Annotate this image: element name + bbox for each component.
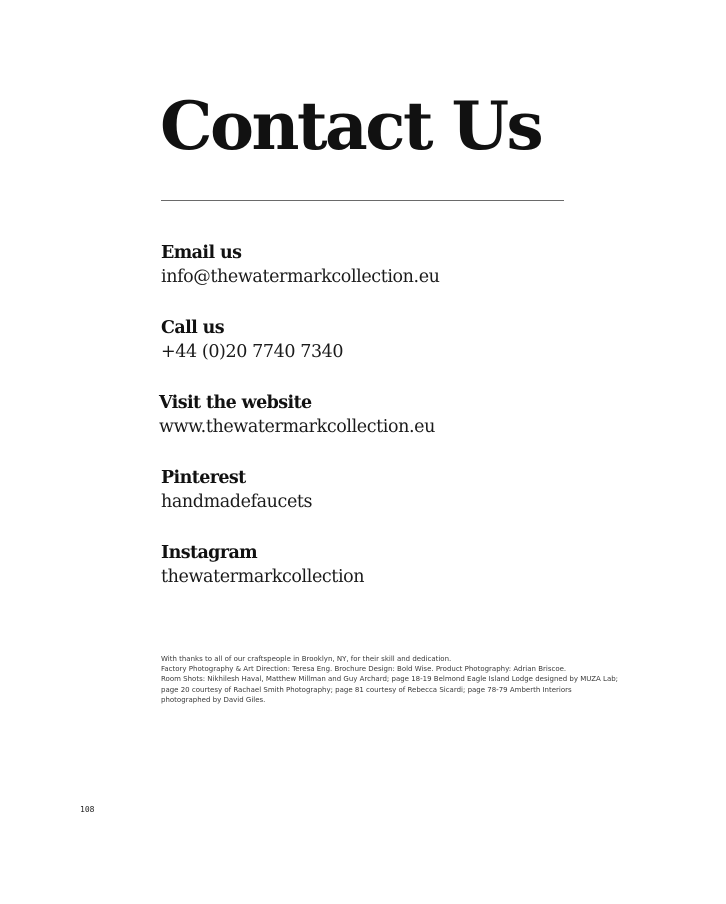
credits-room-shots: Room Shots: Nikhilesh Haval, Matthew Millman and Guy Archard; page 18-19 Belmond Eagle Island Lodge designed by MUZA Lab; page 20 courtesy of Rachael Smith Photography; page 81 courtesy of Rebecca Sicardi; page 78-79 Amberth Interiors photographed by David Giles.: [161, 675, 619, 704]
contact-email-value[interactable]: info@thewatermarkcollection.eu: [161, 267, 440, 287]
contact-instagram: [161, 541, 364, 589]
credits-factory: Factory Photography & Art Direction: Teresa Eng. Brochure Design: Bold Wise. Product Photography: Adrian Briscoe.: [161, 665, 567, 674]
contact-pinterest-value[interactable]: handmadefaucets: [161, 492, 313, 512]
contact-pinterest-label: Pinterest: [161, 468, 246, 488]
contact-phone-label: Call us: [161, 318, 225, 338]
contact-instagram-value[interactable]: thewatermarkcollection: [161, 567, 365, 587]
contact-email: [161, 241, 440, 289]
contact-phone-value[interactable]: +44 (0)20 7740 7340: [161, 342, 344, 362]
contact-website-label: Visit the website: [159, 393, 312, 413]
contact-pinterest: [161, 466, 312, 514]
contact-phone: [161, 316, 343, 364]
photo-credits: [161, 654, 621, 705]
contact-instagram-label: Instagram: [161, 543, 258, 563]
contact-email-label: Email us: [161, 243, 242, 263]
contact-website: [159, 391, 435, 439]
page-title: Contact Us: [160, 87, 542, 165]
title-divider: [161, 200, 564, 201]
contact-website-value[interactable]: www.thewatermarkcollection.eu: [159, 417, 435, 437]
credits-thanks: With thanks to all of our craftspeople in Brooklyn, NY, for their skill and dedication.: [161, 655, 452, 663]
page-number: 108: [80, 805, 95, 814]
